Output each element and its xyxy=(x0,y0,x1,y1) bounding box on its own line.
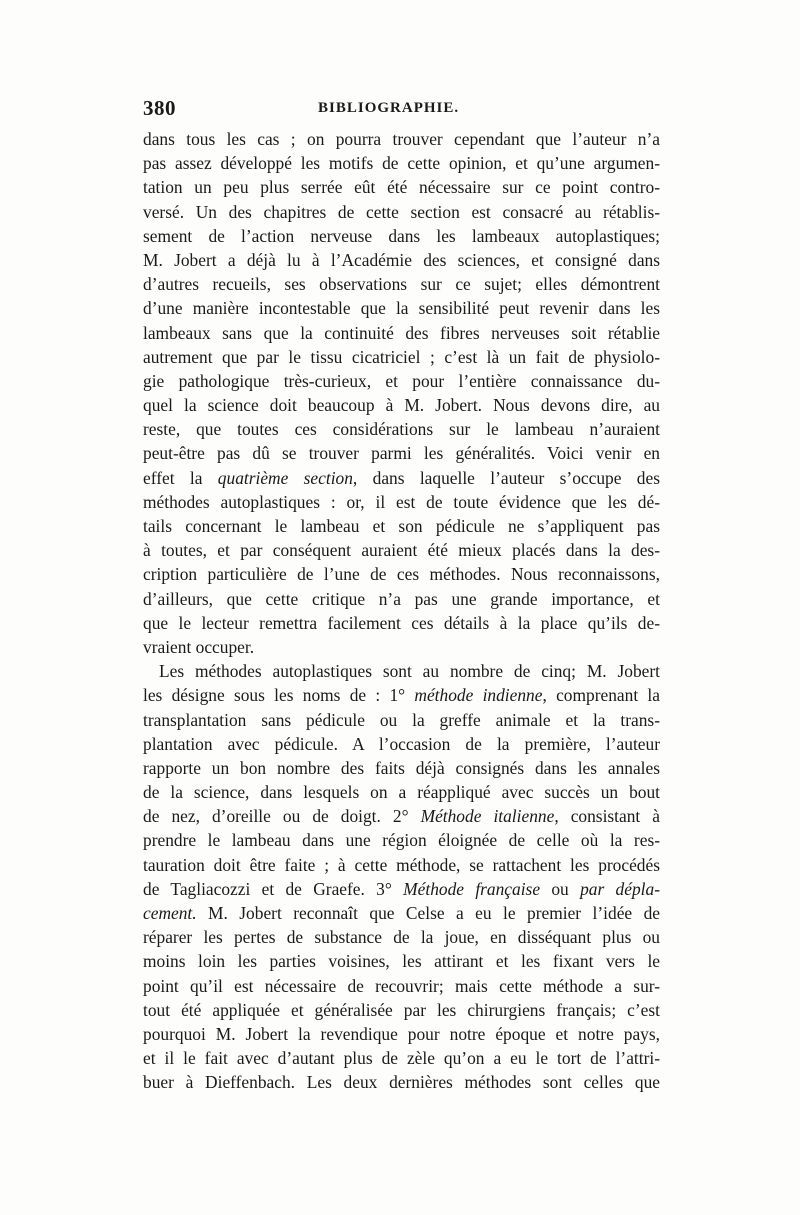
text-line xyxy=(143,514,660,538)
text-run: point qu’il est nécessaire de recouvrir; mais cette méthode a sur- xyxy=(143,975,660,996)
text-line xyxy=(143,175,660,199)
text-run: sement de l’action nerveuse dans les lambeaux autoplastiques; xyxy=(143,225,660,246)
text-line xyxy=(143,224,660,248)
text-run: , consistant à xyxy=(554,806,660,827)
text-line xyxy=(143,877,660,901)
text-line xyxy=(143,127,660,151)
text-line xyxy=(143,393,660,417)
text-run: M. Jobert reconnaît que Celse a eu le premier l’idée de xyxy=(196,903,660,923)
text-run: buer à Dieffenbach. Les deux dernières méthodes sont celles que xyxy=(143,1072,660,1093)
text-run: gie pathologique très-curieux, et pour l’entière connaissance du- xyxy=(143,370,660,391)
text-run: M. Jobert a déjà lu à l’Académie des sciences, et consigné dans xyxy=(143,249,660,270)
text-run: transplantation sans pédicule ou la greffe animale et la trans- xyxy=(143,709,660,730)
page-number: 380 xyxy=(143,96,176,120)
text-run: Les méthodes autoplastiques sont au nombre de cinq; M. Jobert xyxy=(159,661,660,682)
text-run: moins loin les parties voisines, les attirant et les fixant vers le xyxy=(143,951,660,972)
text-run: de nez, d’oreille ou de doigt. 2° xyxy=(143,806,421,827)
text-line xyxy=(143,369,660,393)
text-line xyxy=(143,272,660,296)
text-run: pourquoi M. Jobert la revendique pour notre époque et notre pays, xyxy=(143,1023,660,1044)
italic-phrase: quatrième section xyxy=(217,467,353,488)
text-line xyxy=(143,345,660,369)
text-line xyxy=(143,562,660,586)
text-run: quel la science doit beaucoup à M. Jobert. Nous devons dire, au xyxy=(143,395,660,416)
text-line xyxy=(143,466,660,490)
text-line xyxy=(143,659,660,683)
text-run: plantation avec pédicule. A l’occasion de la première, l’auteur xyxy=(143,733,660,754)
text-run: les désigne sous les noms de : 1° xyxy=(143,685,415,706)
text-run: , dans laquelle l’auteur s’occupe des xyxy=(352,467,660,488)
text-line xyxy=(143,296,660,320)
text-run: d’une manière incontestable que la sensibilité peut revenir dans les xyxy=(143,298,660,319)
text-run: réparer les pertes de substance de la joue, en disséquant plus ou xyxy=(143,927,660,948)
text-line xyxy=(143,538,660,562)
text-line xyxy=(143,1022,660,1046)
text-run: cription particulière de l’une de ces méthodes. Nous reconnaissons, xyxy=(143,564,660,585)
text-run: tation un peu plus serrée eût été nécessaire sur ce point contro- xyxy=(143,177,660,198)
text-line xyxy=(143,200,660,224)
text-line xyxy=(143,998,660,1022)
text-run: tails concernant le lambeau et son pédicule ne s’appliquent pas xyxy=(143,516,660,536)
italic-phrase: cement. xyxy=(143,903,197,923)
text-line xyxy=(143,804,660,828)
text-run: méthodes autoplastiques : or, il est de toute évidence que les dé- xyxy=(143,491,660,512)
italic-phrase: par dépla- xyxy=(580,878,660,899)
text-run: effet la xyxy=(143,467,218,488)
text-run: peut-être pas dû se trouver parmi les généralités. Voici venir en xyxy=(143,443,660,464)
text-line xyxy=(143,248,660,272)
italic-phrase: Méthode italienne xyxy=(420,806,555,827)
text-run: vraient occuper. xyxy=(143,636,255,657)
text-run: et il le fait avec d’autant plus de zèle qu’on a eu le tort de l’attri- xyxy=(143,1048,660,1069)
italic-phrase: méthode indienne xyxy=(414,685,543,706)
text-line xyxy=(143,780,660,804)
text-run: prendre le lambeau dans une région éloignée de celle où la res- xyxy=(143,830,660,851)
italic-phrase: Méthode française xyxy=(403,878,541,899)
text-run: lambeaux sans que la continuité des fibres nerveuses soit rétablie xyxy=(143,322,660,343)
body-text xyxy=(143,127,660,1095)
text-run: d’autres recueils, ses observations sur ce sujet; elles démontrent xyxy=(143,274,660,295)
text-line xyxy=(143,441,660,465)
text-run: que le lecteur remettra facilement ces détails à la place qu’ils de- xyxy=(143,612,660,633)
text-line xyxy=(143,708,660,732)
text-run: de la science, dans lesquels on a réappliqué avec succès un bout xyxy=(143,782,660,803)
text-run: à toutes, et par conséquent auraient été mieux placés dans la des- xyxy=(143,540,660,561)
text-run: reste, que toutes ces considérations sur le lambeau n’auraient xyxy=(143,419,660,440)
text-line xyxy=(143,151,660,175)
text-line xyxy=(143,901,660,925)
text-run: autrement que par le tissu cicatriciel ; c’est là un fait de physiolo- xyxy=(143,346,660,367)
text-run: dans tous les cas ; on pourra trouver cependant que l’auteur n’a xyxy=(143,129,660,149)
text-run: de Tagliacozzi et de Graefe. 3° xyxy=(143,878,404,899)
text-line xyxy=(143,1070,660,1094)
text-line xyxy=(143,1046,660,1070)
text-run: tauration doit être faite ; à cette méthode, se rattachent les procédés xyxy=(143,854,660,875)
text-line xyxy=(143,587,660,611)
text-run: versé. Un des chapitres de cette section est consacré au rétablis- xyxy=(143,201,660,222)
text-line xyxy=(143,974,660,998)
text-run: d’ailleurs, que cette critique n’a pas une grande importance, et xyxy=(143,588,660,609)
text-run: tout été appliquée et généralisée par les chirurgiens français; c’est xyxy=(143,999,660,1020)
running-head: BIBLIOGRAPHIE. xyxy=(318,100,460,116)
text-run: ou xyxy=(540,878,581,899)
text-line xyxy=(143,683,660,707)
text-line xyxy=(143,732,660,756)
text-line xyxy=(143,828,660,852)
text-line xyxy=(143,321,660,345)
text-run: , comprenant la xyxy=(542,685,660,706)
text-line xyxy=(143,925,660,949)
text-line xyxy=(143,490,660,514)
text-line xyxy=(143,756,660,780)
text-line xyxy=(143,853,660,877)
text-line xyxy=(143,611,660,635)
text-line xyxy=(143,417,660,441)
text-line xyxy=(143,635,660,659)
text-run: pas assez développé les motifs de cette opinion, et qu’une argumen- xyxy=(143,153,660,174)
text-run: rapporte un bon nombre des faits déjà consignés dans les annales xyxy=(143,757,660,778)
text-line xyxy=(143,949,660,973)
